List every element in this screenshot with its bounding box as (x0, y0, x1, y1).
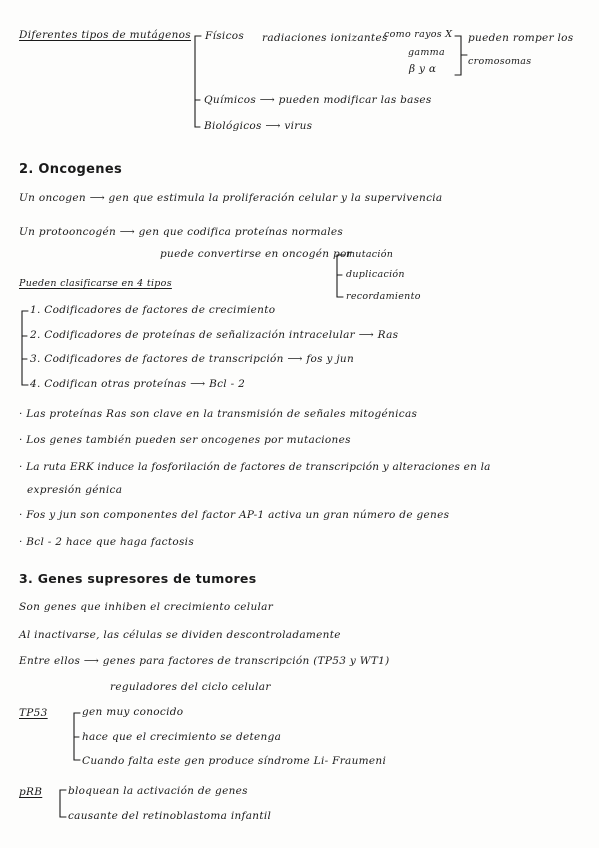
conversion-mutacion: mutación (346, 249, 394, 260)
oncogenes-bullet-4: · Fos y jun son componentes del factor AP-1 activa un gran número de genes (19, 509, 450, 521)
mutagenos-gamma: gamma (408, 47, 445, 58)
supresores-line4: reguladores del ciclo celular (110, 681, 271, 693)
mutagenos-pueden: pueden romper los (468, 32, 574, 44)
supresores-line3: Entre ellos ⟶ genes para factores de transcripción (TP53 y WT1) (19, 655, 390, 667)
mutagenos-cromosomas: cromosomas (468, 56, 532, 67)
mutagenos-title: Diferentes tipos de mutágenos (19, 29, 191, 41)
oncogenes-line2: Un protooncogén ⟶ gen que codifica proteínas normales (19, 226, 344, 238)
prb-label: pRB (19, 786, 43, 798)
mutagenos-biologicos: Biológicos ⟶ virus (204, 120, 313, 132)
mutagenos-quimicos: Químicos ⟶ pueden modificar las bases (204, 94, 432, 106)
oncogenes-line1: Un oncogen ⟶ gen que estimula la proliferación celular y la supervivencia (19, 192, 443, 204)
oncogenes-bullet-3a: · La ruta ERK induce la fosforilación de factores de transcripción y alteraciones en la (19, 461, 491, 473)
tp53-item-1: gen muy conocido (82, 706, 184, 718)
tipo-4: 4. Codifican otras proteínas ⟶ Bcl - 2 (30, 378, 246, 390)
tp53-item-2: hace que el crecimiento se detenga (82, 731, 282, 743)
oncogenes-line3: puede convertirse en oncogén por (160, 248, 352, 260)
oncogenes-bullet-5: · Bcl - 2 hace que haga factosis (19, 536, 195, 548)
supresores-heading: 3. Genes supresores de tumores (19, 571, 257, 586)
mutagenos-beta-alfa: β y α (409, 63, 437, 75)
tipo-3: 3. Codificadores de factores de transcripción ⟶ fos y jun (30, 353, 355, 365)
prb-item-2: causante del retinoblastoma infantil (68, 810, 272, 822)
mutagenos-radiaciones: radiaciones ionizantes (262, 32, 388, 44)
supresores-line2: Al inactivarse, las células se dividen descontroladamente (19, 629, 341, 641)
tipo-1: 1. Codificadores de factores de crecimiento (30, 304, 276, 316)
conversion-recordamiento: recordamiento (346, 291, 421, 302)
mutagenos-fisicos: Físicos (205, 30, 245, 42)
prb-item-1: bloquean la activación de genes (68, 785, 248, 797)
clasificacion-title: Pueden clasificarse en 4 tipos (19, 278, 172, 289)
oncogenes-bullet-3b: expresión génica (27, 484, 123, 496)
mutagenos-como-rayos: como rayos X (384, 29, 453, 40)
tp53-label: TP53 (19, 707, 48, 719)
conversion-duplicacion: duplicación (346, 269, 405, 280)
tp53-item-3: Cuando falta este gen produce síndrome Li- Fraumeni (82, 755, 387, 767)
supresores-line1: Son genes que inhiben el crecimiento celular (19, 601, 274, 613)
oncogenes-bullet-2: · Los genes también pueden ser oncogenes por mutaciones (19, 434, 351, 446)
oncogenes-heading: 2. Oncogenes (19, 162, 122, 177)
tipo-2: 2. Codificadores de proteínas de señalización intracelular ⟶ Ras (30, 329, 399, 341)
oncogenes-bullet-1: · Las proteínas Ras son clave en la transmisión de señales mitogénicas (19, 408, 418, 420)
